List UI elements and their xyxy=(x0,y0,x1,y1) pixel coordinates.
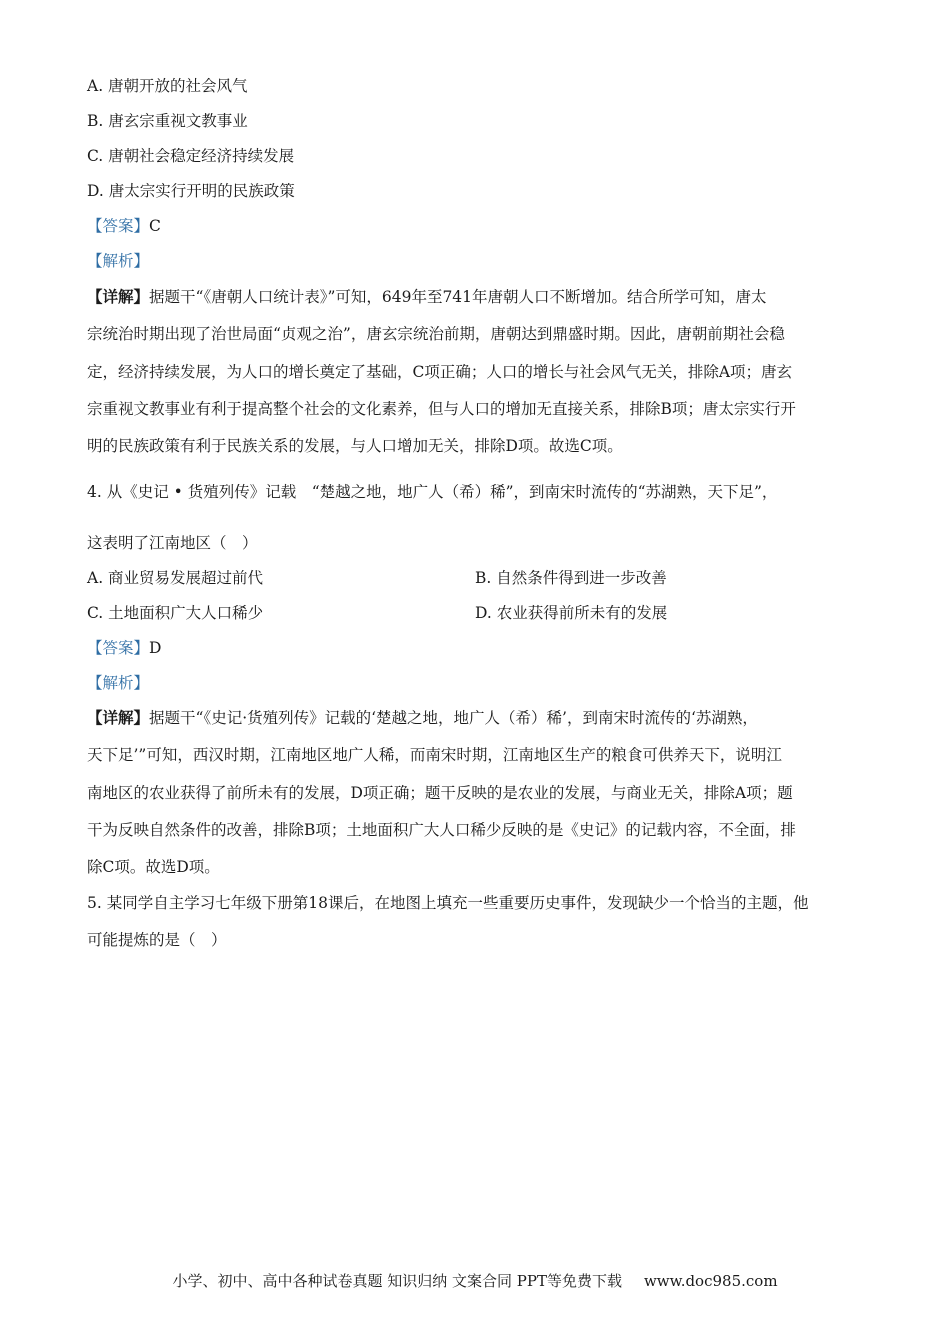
q4-analysis-tag: 【解析】 xyxy=(87,674,150,692)
q4-detail-line-4: 干为反映自然条件的改善，排除B项；土地面积广大人口稀少反映的是《史记》的记载内容，不全面，排 xyxy=(87,821,796,839)
q4-answer-line xyxy=(87,638,161,658)
q4-answer: D xyxy=(149,639,162,657)
q3-detail-line-2: 宗统治时期出现了治世局面“贞观之治”，唐玄宗统治前期，唐朝达到鼎盛时期。因此，唐朝前期社会稳 xyxy=(87,325,785,343)
detail-tag: 【详解】 xyxy=(87,708,150,727)
q3-detail-line-4: 宗重视文教事业有利于提高整个社会的文化素养，但与人口的增加无直接关系，排除B项；唐太宗实行开 xyxy=(87,400,796,418)
q4-option-a: A. 商业贸易发展超过前代 xyxy=(87,569,264,587)
detail-tag: 【详解】 xyxy=(87,287,150,306)
q3-detail-line-5: 明的民族政策有利于民族关系的发展，与人口增加无关，排除D项。故选C项。 xyxy=(87,437,623,455)
answer-tag: 【答案】 xyxy=(87,217,150,235)
q3-detail-line-1 xyxy=(87,287,767,307)
q3-detail-line-3: 定，经济持续发展，为人口的增长奠定了基础，C项正确；人口的增长与社会风气无关，排除A项；唐玄 xyxy=(87,363,793,381)
q4-option-d: D. 农业获得前所未有的发展 xyxy=(475,604,668,622)
q4-stem-line-2: 这表明了江南地区（ ） xyxy=(87,534,258,552)
page-footer xyxy=(0,1270,950,1291)
q4-stem-line-1: 4. 从《史记 • 货殖列传》记载 “楚越之地，地广人（希）稀”，到南宋时流传的“苏湖熟，天下足”， xyxy=(87,483,778,501)
q3-option-a: A. 唐朝开放的社会风气 xyxy=(87,77,248,95)
q3-option-c: C. 唐朝社会稳定经济持续发展 xyxy=(87,147,295,165)
q3-detail-text-1: 据题干“《唐朝人口统计表》”可知，649年至741年唐朝人口不断增加。结合所学可知，唐太 xyxy=(149,288,767,306)
q4-detail-line-1 xyxy=(87,708,758,728)
answer-tag: 【答案】 xyxy=(87,639,150,657)
q3-answer-line xyxy=(87,216,161,236)
q3-option-b: B. 唐玄宗重视文教事业 xyxy=(87,112,248,130)
q3-option-d: D. 唐太宗实行开明的民族政策 xyxy=(87,182,295,200)
q4-detail-line-2: 天下足’”可知，西汉时期，江南地区地广人稀，而南宋时期，江南地区生产的粮食可供养天下，说明江 xyxy=(87,746,782,764)
q3-analysis-tag: 【解析】 xyxy=(87,252,150,270)
q3-answer: C xyxy=(149,217,161,235)
q4-option-b: B. 自然条件得到进一步改善 xyxy=(475,569,667,587)
q4-detail-line-3: 南地区的农业获得了前所未有的发展，D项正确；题干反映的是农业的发展，与商业无关，排除A项；题 xyxy=(87,784,793,802)
q5-stem-line-1: 5. 某同学自主学习七年级下册第18课后，在地图上填充一些重要历史事件，发现缺少一个恰当的主题，他 xyxy=(87,894,809,912)
q4-detail-line-5: 除C项。故选D项。 xyxy=(87,858,220,876)
footer-text: 小学、初中、高中各种试卷真题 知识归纳 文案合同 PPT等免费下载 xyxy=(172,1272,622,1290)
footer-url[interactable]: www.doc985.com xyxy=(643,1272,778,1290)
q5-stem-line-2: 可能提炼的是（ ） xyxy=(87,931,227,949)
q4-option-c: C. 土地面积广大人口稀少 xyxy=(87,604,264,622)
q4-detail-text-1: 据题干“《史记·货殖列传》记载的‘楚越之地，地广人（希）稀’，到南宋时流传的‘苏湖熟， xyxy=(149,709,758,727)
